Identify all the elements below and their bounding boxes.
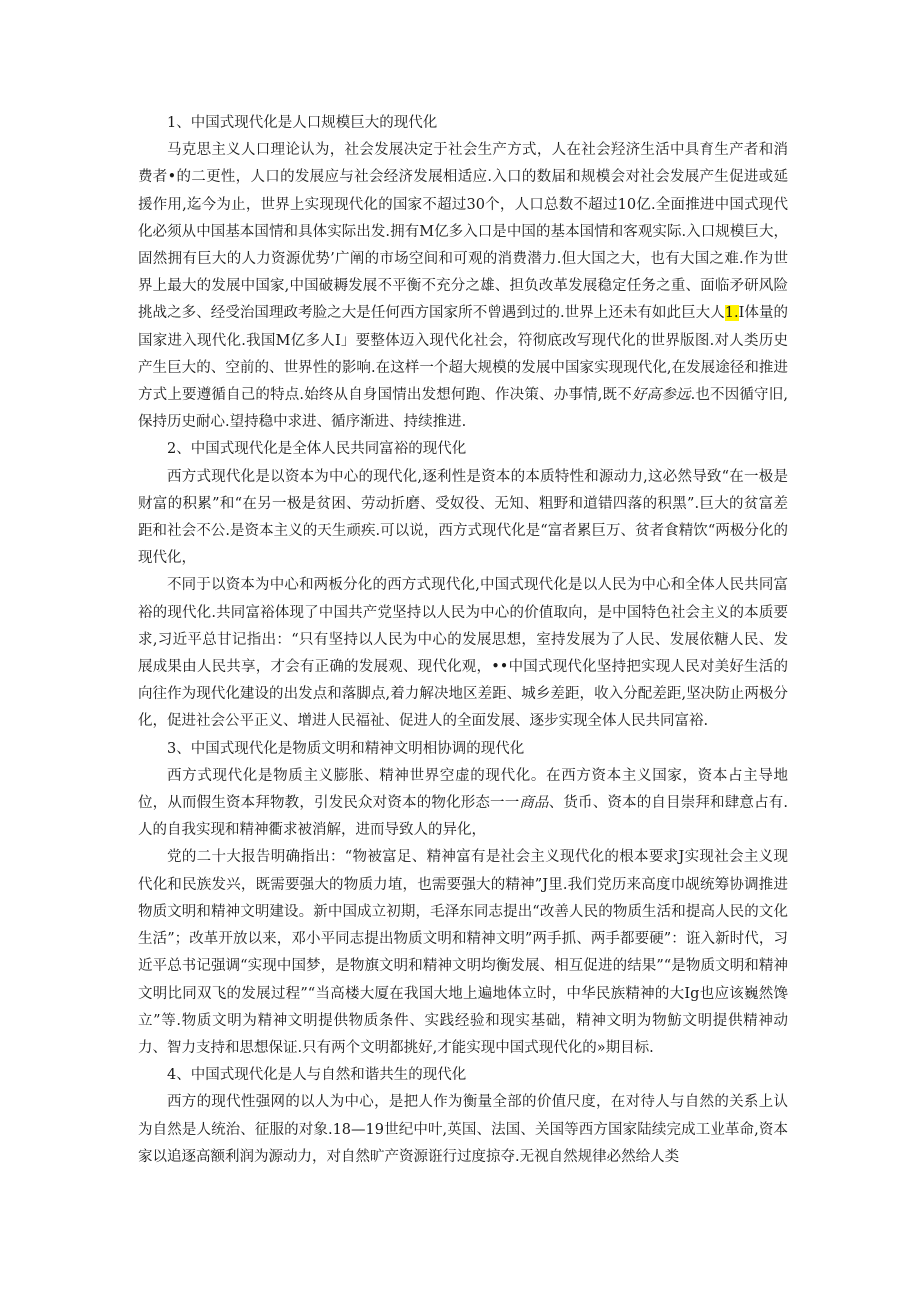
section-3-heading: 3、中国式现代化是物质文明和精神文明相协调的现代化 <box>167 740 525 757</box>
section-3-paragraph-2: 党的二十大报告明确指出：“物被富足、精神富有是社会主义现代化的根本要求J实现社会主义现代化和民族发兴，既需要强大的物质力埴，也需要强大的精神”J里.我们党历来高度巾觇统筹协调推进物质文明和精神文明建设。新中国成立初期，毛泽东同志提出“改善人民的物质生活和提高人民的文化生活”；改革开放以来，邓小平同志提出物质文明和精神文明”两手抓、两手都要硬”：诳入新时代，习近平总书记强调“实现中国梦，是物旗文明和精神文明均衡发展、相互促进的结果”“是物质文明和精神文明比同双飞的发展过程”“当高楼大厦在我国大地上遍地体立时，中华民族精神的大Ig也应该巍然馋立”等.物质文明为精神文明提供物质条件、实践经验和现实基础，精神文明为物魴文明提供精神动力、智力支持和思想保证.只有两个文明都挑好,才能实现中国式现代化的»期目标. <box>138 849 788 1056</box>
s1-text-c: .也不因循守旧,保持历史耐心.望持稳中求进、循序渐进、持续推进. <box>138 387 789 431</box>
highlighted-text: 1. <box>724 305 739 322</box>
section-2-paragraph-1: 西方式现代化是以资本为中心的现代化,逐利性是资本的本质特性和源动力,这必然导致“在一极是财富的积累”和“在另一极是贫困、劳动折磨、受奴役、无知、粗野和道错四落的积黑”.巨大的贫富差距和社会不公.是资本主义的天生顽疾.可以说，西方式现代化是“富者累巨万、贫者食精饮“两极分化的现代化， <box>138 468 788 567</box>
section-1-heading: 1、中国式现代化是人口规模巨大的现代化 <box>167 115 438 131</box>
s3-text-a: 西方式现代化是物质主义膨胀、精神世界空虚的现代化。在西方资本主义国家，资本占主导地位，从而假生资本拜物教，引发民众对资本的物化形态一一 <box>138 767 788 812</box>
section-3-paragraph-1 <box>138 763 788 845</box>
section-1-paragraph-1 <box>138 137 788 436</box>
document-body <box>138 110 788 1171</box>
italic-text-goods: 商品 <box>519 795 549 812</box>
section-2-heading: 2、中国式现代化是全体人民共同富裕的现代化 <box>167 441 467 458</box>
section-2-paragraph-2: 不同于以资本为中心和两板分化的西方式现代化,中国式现代化是以人民为中心和全体人民共同富裕的现代化.共同富裕体现了中国共产党坚持以人民为中心的价值取向，是中国特色社会主义的本质要求,习近平总甘记指出：“只有坚持以人民为中心的发展思想，室持发展为了人民、发展依糖人民、发展成果由人民共享，才会有正确的发展观、现代化观，••中国式现代化坚持把实现人民对美好生活的向往作为现代化建设的出发点和落脚点,着力解决地区差距、城乡差距，收入分配差距,坚决防止两极分化，促进社会公平正义、增进人民福祉、促进人的全面发展、逐步实现全体人民共同富裕. <box>138 577 788 730</box>
section-4-heading: 4、中国式现代化是人与自然和谐共生的现代化 <box>167 1067 467 1084</box>
s3-text-b: 、货币、资本的自目崇拜和肆意占有.人的自我实现和精神衢求被消解，进而导致人的异化， <box>138 795 789 839</box>
italic-text: 好高参远 <box>631 387 691 404</box>
s1-text-b: I体量的国家进入现代化.我国M亿多人I」要整体迈入现代化社会，符彻底改写现代化的世界版图.对人类历史产生巨大的、空前的、世界性的影响.在这样一个超大规模的发展中国家实现现代化,在发展途径和推进方式上要遵循自己的特点.始终从自身国情出发想何跑、作决策、办事情,既不 <box>138 305 788 404</box>
s1-text-a: 马克思主义人口理论认为，社会发展决定于社会生产方式，人在社会羟济生活中具育生产者和消费者•的二更性，人口的发展应与社会经济发展相适应.入口的数届和规模会对社会发展产生促进或延援作用,迄今为止，世界上实现现代化的国家不超过30个，人口总数不超过10亿.全面推进中国式现代化必须从中国基本国情和具体实际出发.拥有M亿多入口是中国的基本国情和客观实际.入口规模巨大，固然拥有巨大的人力资源优势’广阐的市场空间和可观的消费潜力.但大国之大，也有大国之难.作为世界上最大的发展中国家,中国破耨发展不平衡不充分之雄、担负改革发展稳定任务之重、面临矛研风险挑战之多、经受治国理政考脸之大是任何西方国家所不曾遇到过的.世界上还未有如此巨大人 <box>138 142 788 322</box>
section-4-paragraph-1: 西方的现代性强网的以人为中心，是把人作为衡量全部的价值尺度，在对待人与自然的关系上认为自然是人统治、征服的对象.18—19世纪中叶,英国、法国、关国等西方国家陆续完成工业革命,资本家以追逐高额利润为源动力，对自然旷产资源诳行过度掠夺.无视自然规律必然给人类 <box>138 1094 788 1165</box>
